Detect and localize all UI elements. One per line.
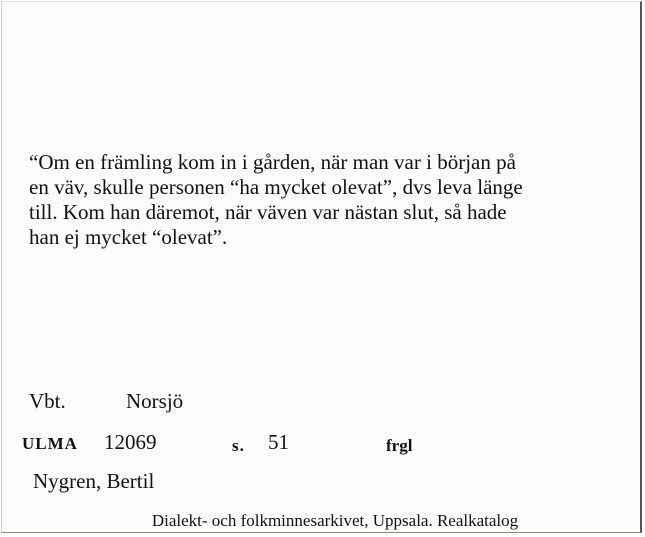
place-name: Norsjö [126,389,184,413]
page-label: s. [232,436,245,455]
frgl-code: frgl [386,436,413,455]
archive-card [1,1,642,533]
ulma-label: ULMA [22,434,78,453]
card-text: “Om en främling kom in i gården, när man var i början på en väv, skulle personen “ha mycket olevat”, dvs leva länge till. Kom han däremot, när väven var nästan slut, så hade han ej mycket “olevat”. [29,150,523,249]
vbt-label: Vbt. [29,389,66,413]
archive-footer: Dialekt- och folkminnesarkivet, Uppsala. Realkatalog [151,511,519,530]
informant-name: Nygren, Bertil [33,469,155,493]
ulma-number: 12069 [104,430,157,454]
page-number: 51 [268,430,289,454]
